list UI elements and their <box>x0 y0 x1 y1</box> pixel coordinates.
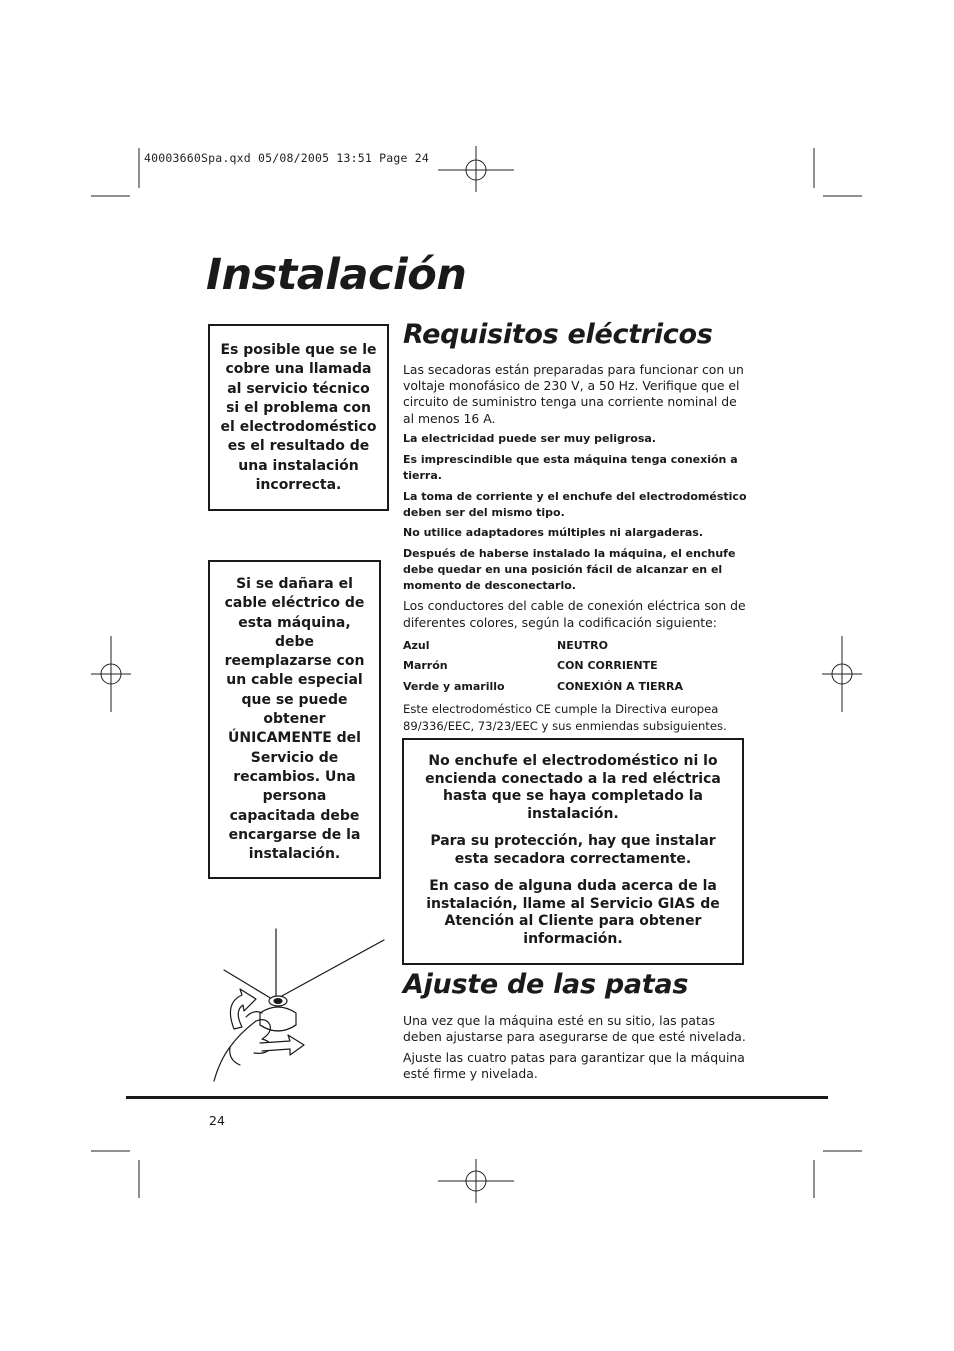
damaged-cable-notice: Si se dañara el cable eléctrico de esta máquina, debe reemplazarse con un cable especial que se puede obtener ÚNICAMENTE del Servicio de recambios. Una persona capacitada debe encargarse de la instalación. <box>208 560 381 879</box>
wire-color: Verde y amarillo <box>403 679 505 693</box>
warning-earth: Es imprescindible que esta máquina tenga conexión a tierra. <box>403 453 738 482</box>
feet-heading: Ajuste de las patas <box>403 969 689 1000</box>
wire-color: Azul <box>403 638 430 652</box>
wire-meaning: CONEXIÓN A TIERRA <box>557 679 684 693</box>
print-slug: 40003660Spa.qxd 05/08/2005 13:51 Page 24 <box>144 151 429 165</box>
installation-warning-box <box>402 738 744 965</box>
wire-color: Marrón <box>403 659 448 673</box>
wire-meaning: CON CORRIENTE <box>557 659 658 673</box>
ce-compliance: Este electrodoméstico CE cumple la Directiva europea 89/336/EEC, 73/23/EEC y sus enmiendas subsiguientes. <box>403 702 727 733</box>
feet-paragraph: Ajuste las cuatro patas para garantizar que la máquina esté firme y nivelada. <box>403 1050 745 1082</box>
page-number: 24 <box>209 1113 225 1128</box>
feet-section <box>403 1013 748 1087</box>
wire-meaning: NEUTRO <box>557 638 608 652</box>
footer-rule <box>126 1096 828 1099</box>
incorrect-install-notice: Es posible que se le cobre una llamada al servicio técnico si el problema con el electrodoméstico es el resultado de una instalación incorrecta. <box>208 324 389 511</box>
warning-adaptors: No utilice adaptadores múltiples ni alargaderas. <box>403 526 704 540</box>
warning-plug-type: La toma de corriente y el enchufe del electrodoméstico deben ser del mismo tipo. <box>403 489 747 519</box>
feet-paragraph: Una vez que la máquina esté en su sitio, las patas deben ajustarse para asegurarse de que esté nivelada. <box>403 1013 746 1045</box>
warning-danger: La electricidad puede ser muy peligrosa. <box>403 432 656 446</box>
page-title: Instalación <box>206 250 467 300</box>
electrical-section <box>403 362 748 738</box>
notice-help: En caso de alguna duda acerca de la instalación, llame al Servicio GIAS de Atención al Cliente para obtener información. <box>426 878 720 947</box>
conductors-text: Los conductores del cable de conexión eléctrica son de diferentes colores, según la codificación siguiente: <box>403 598 746 630</box>
electrical-intro: Las secadoras están preparadas para funcionar con un voltaje monofásico de 230 V, a 50 Hz. Verifique que el circuito de suministro tenga una corriente nominal de al menos 16 A. <box>403 362 744 426</box>
table-row <box>403 656 683 677</box>
warning-plug-access: Después de haberse instalado la máquina, el enchufe debe quedar en una posición fácil de alcanzar en el momento de desconectarlo. <box>403 546 736 592</box>
notice-protection: Para su protección, hay que instalar esta secadora correctamente. <box>430 833 716 867</box>
adjust-foot-illustration <box>200 925 390 1085</box>
table-row <box>403 635 683 656</box>
electrical-heading: Requisitos eléctricos <box>403 319 713 350</box>
color-code-table <box>403 635 683 697</box>
notice-no-plug: No enchufe el electrodoméstico ni lo encienda conectado a la red eléctrica hasta que se haya completado la instalación. <box>425 753 721 822</box>
table-row <box>403 676 683 697</box>
